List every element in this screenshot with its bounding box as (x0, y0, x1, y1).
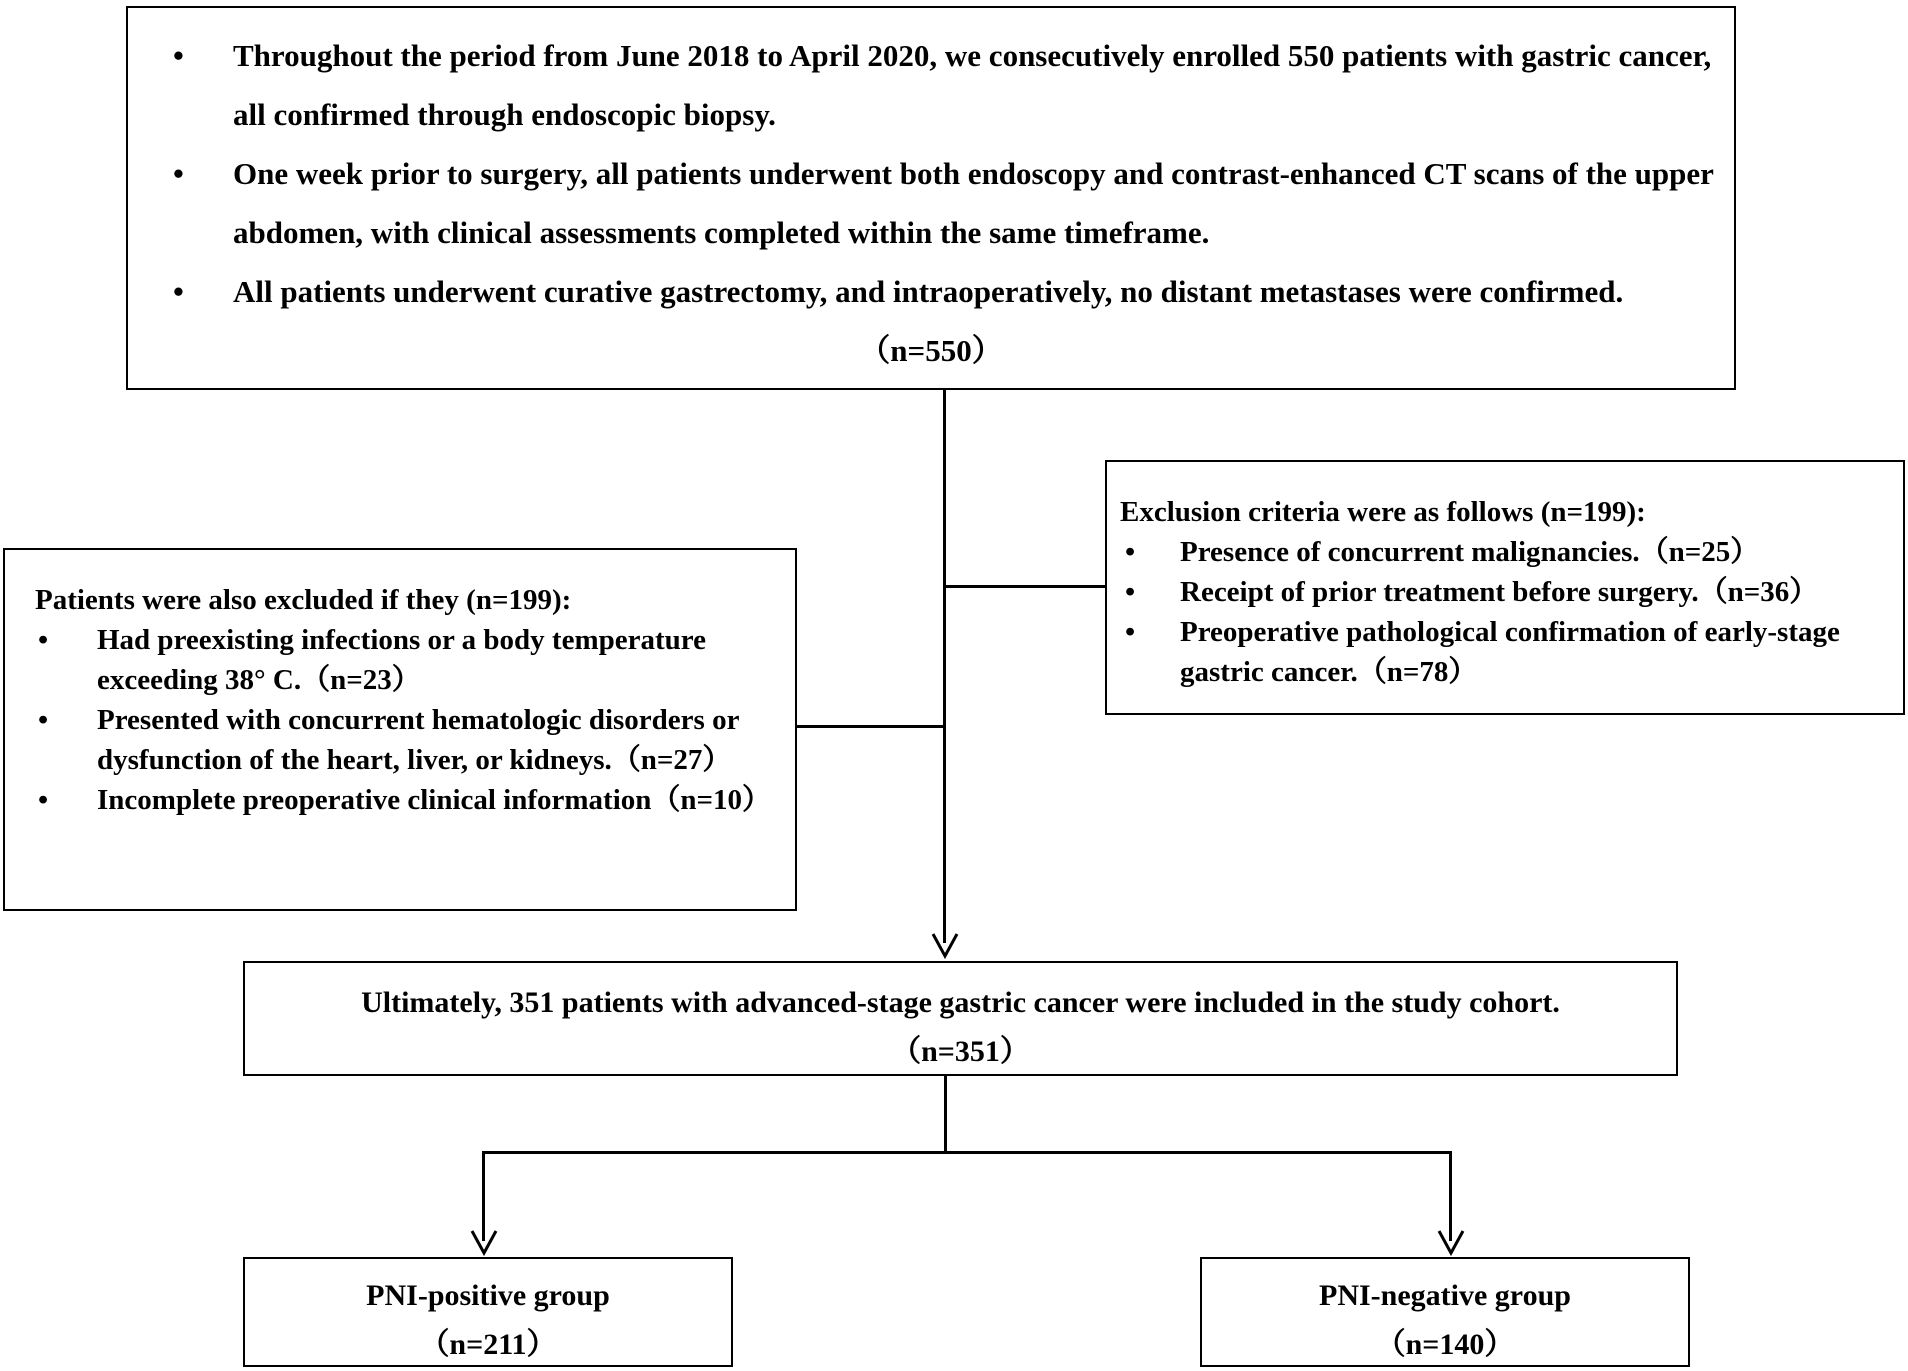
exclusion-bullet-1: Presence of concurrent malignancies.（n=25） (1180, 536, 1760, 568)
additional-exclusion-heading: Patients were also excluded if they (n=199): (35, 584, 572, 616)
main-vertical-connector (943, 390, 946, 943)
list-item (1107, 572, 1903, 612)
additional-exclusion-box (3, 548, 797, 911)
study-cohort-text: Ultimately, 351 patients with advanced-stage gastric cancer were included in the study cohort. (361, 986, 1560, 1019)
enrollment-bullet-3: All patients underwent curative gastrectomy, and intraoperatively, no distant metastases were confirmed. (233, 274, 1624, 309)
pni-negative-count: （n=140） (1375, 1328, 1515, 1361)
list-item (5, 620, 795, 700)
list-item (128, 262, 1734, 321)
additional-exclusion-bullet-2: Presented with concurrent hematologic disorders or dysfunction of the heart, liver, or kidneys.（n=27） (97, 704, 739, 776)
list-item (128, 144, 1734, 262)
pni-positive-label: PNI-positive group (366, 1279, 610, 1312)
bullet-icon: • (1125, 576, 1136, 608)
bullet-icon: • (38, 624, 49, 656)
right-branch-connector (944, 585, 1105, 588)
list-item (128, 26, 1734, 144)
exclusion-criteria-list (1107, 532, 1903, 692)
enrollment-box (126, 6, 1736, 390)
bullet-icon: • (173, 156, 184, 191)
additional-exclusion-list (5, 620, 795, 820)
arrow-to-positive-icon (468, 1227, 500, 1259)
enrollment-bullet-1: Throughout the period from June 2018 to April 2020, we consecutively enrolled 550 patients with gastric cancer, all confirmed through endoscopic biopsy. (233, 38, 1712, 132)
exclusion-criteria-heading: Exclusion criteria were as follows (n=199): (1120, 496, 1646, 528)
arrow-to-cohort-icon (929, 930, 961, 962)
pni-positive-count: （n=211） (419, 1328, 557, 1361)
bullet-icon: • (1125, 536, 1136, 568)
bullet-icon: • (173, 274, 184, 309)
enrollment-count: （n=550） (859, 333, 1003, 368)
list-item (1107, 612, 1903, 692)
additional-exclusion-bullet-3: Incomplete preoperative clinical information（n=10） (97, 784, 772, 816)
exclusion-bullet-3: Preoperative pathological confirmation of early-stage gastric cancer.（n=78） (1180, 616, 1840, 688)
cohort-down-connector (944, 1076, 947, 1152)
pni-negative-label: PNI-negative group (1319, 1279, 1571, 1312)
enrollment-bullet-2: One week prior to surgery, all patients underwent both endoscopy and contrast-enhanced CT scans of the upper abdomen, with clinical assessments completed within the same timeframe. (233, 156, 1714, 250)
bullet-icon: • (1125, 616, 1136, 648)
study-cohort-box (243, 961, 1678, 1076)
left-branch-connector (797, 725, 944, 728)
bullet-icon: • (173, 38, 184, 73)
exclusion-criteria-box (1105, 460, 1905, 715)
split-horizontal-connector (482, 1151, 1452, 1154)
exclusion-bullet-2: Receipt of prior treatment before surgery.（n=36） (1180, 576, 1819, 608)
arrow-to-negative-icon (1435, 1227, 1467, 1259)
bullet-icon: • (38, 704, 49, 736)
list-item (5, 780, 795, 820)
enrollment-criteria-list (128, 26, 1734, 321)
pni-positive-box (243, 1257, 733, 1367)
study-cohort-count: （n=351） (891, 1035, 1030, 1068)
additional-exclusion-bullet-1: Had preexisting infections or a body temperature exceeding 38° C.（n=23） (97, 624, 706, 696)
bullet-icon: • (38, 784, 49, 816)
pni-negative-box (1200, 1257, 1690, 1367)
list-item (5, 700, 795, 780)
list-item (1107, 532, 1903, 572)
